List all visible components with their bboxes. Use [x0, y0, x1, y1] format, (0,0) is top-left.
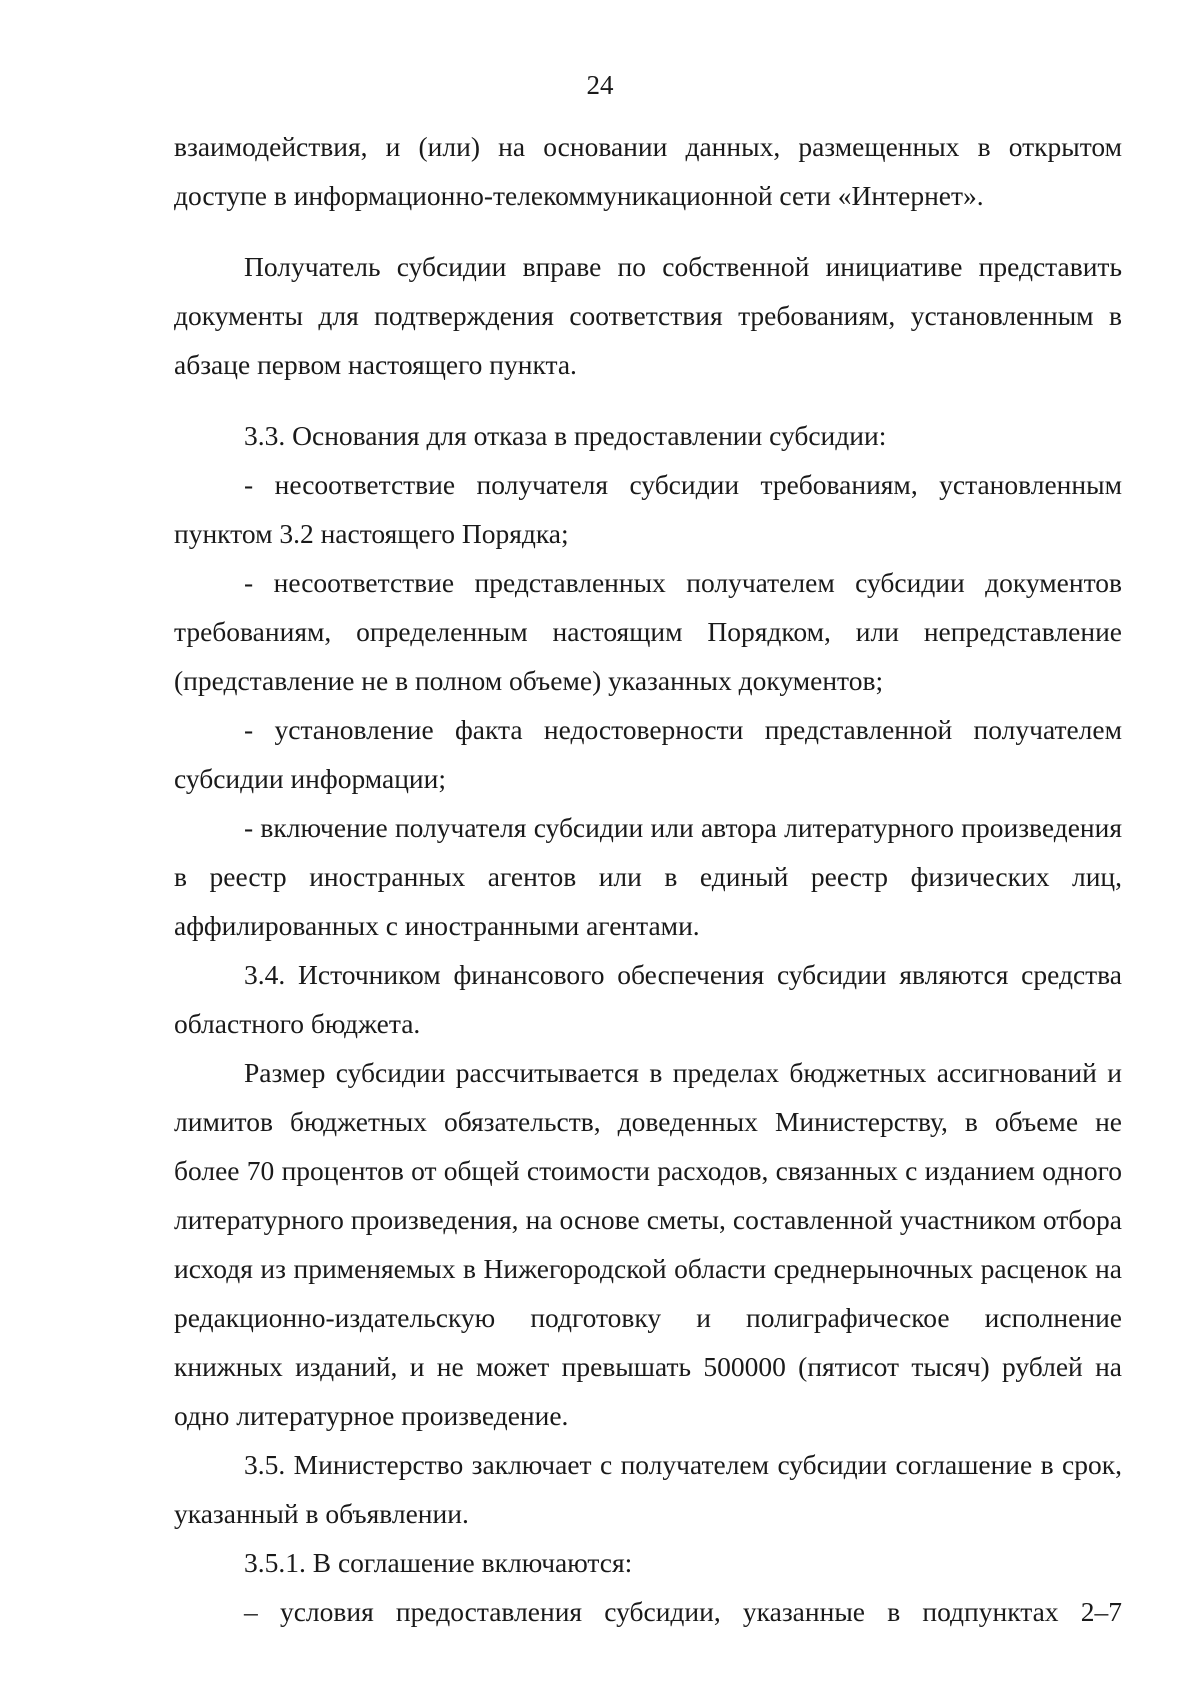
- document-body: [174, 122, 1122, 1636]
- list-item-false-information: - установление факта недостоверности представленной получателем субсидии информации;: [174, 714, 1122, 794]
- paragraph-continuation: взаимодействия, и (или) на основании данных, размещенных в открытом доступе в информационно-телекоммуникационной сети «Интернет».: [174, 131, 1122, 211]
- paragraph-3-5-1-heading: 3.5.1. В соглашение включаются:: [244, 1547, 633, 1578]
- paragraph-3-5-agreement: 3.5. Министерство заключает с получателем субсидии соглашение в срок, указанный в объявлении.: [174, 1449, 1122, 1529]
- page-number: 24: [586, 70, 614, 100]
- list-item-foreign-agents: - включение получателя субсидии или автора литературного произведения в реестр иностранных агентов или в единый реестр физических лиц, аффилированных с иностранными агентами.: [174, 812, 1122, 941]
- paragraph-3-4-funding-source: 3.4. Источником финансового обеспечения субсидии являются средства областного бюджета.: [174, 959, 1122, 1039]
- paragraph-recipient-right: Получатель субсидии вправе по собственной инициативе представить документы для подтверждения соответствия требованиям, установленным в абзаце первом настоящего пункта.: [174, 251, 1122, 380]
- paragraph-subsidy-amount: Размер субсидии рассчитывается в пределах бюджетных ассигнований и лимитов бюджетных обязательств, доведенных Министерству, в объеме не более 70 процентов от общей стоимости расходов, связанных с изданием одного литературного произведения, на основе сметы, составленной участником отбора исходя из применяемых в Нижегородской области среднерыночных расценок на редакционно-издательскую подготовку и полиграфическое исполнение книжных изданий, и не может превышать 500000 (пятисот тысяч) рублей на одно литературное произведение.: [174, 1057, 1122, 1431]
- paragraph-3-3-heading: 3.3. Основания для отказа в предоставлении субсидии:: [244, 420, 887, 451]
- list-item-conditions: – условия предоставления субсидии, указанные в подпунктах 2–7: [244, 1596, 1122, 1627]
- list-item-documents-mismatch: - несоответствие представленных получателем субсидии документов требованиям, определенным настоящим Порядком, или непредставление (представление не в полном объеме) указанных документов;: [174, 567, 1122, 696]
- list-item-requirements-mismatch: - несоответствие получателя субсидии требованиям, установленным пунктом 3.2 настоящего Порядка;: [174, 469, 1122, 549]
